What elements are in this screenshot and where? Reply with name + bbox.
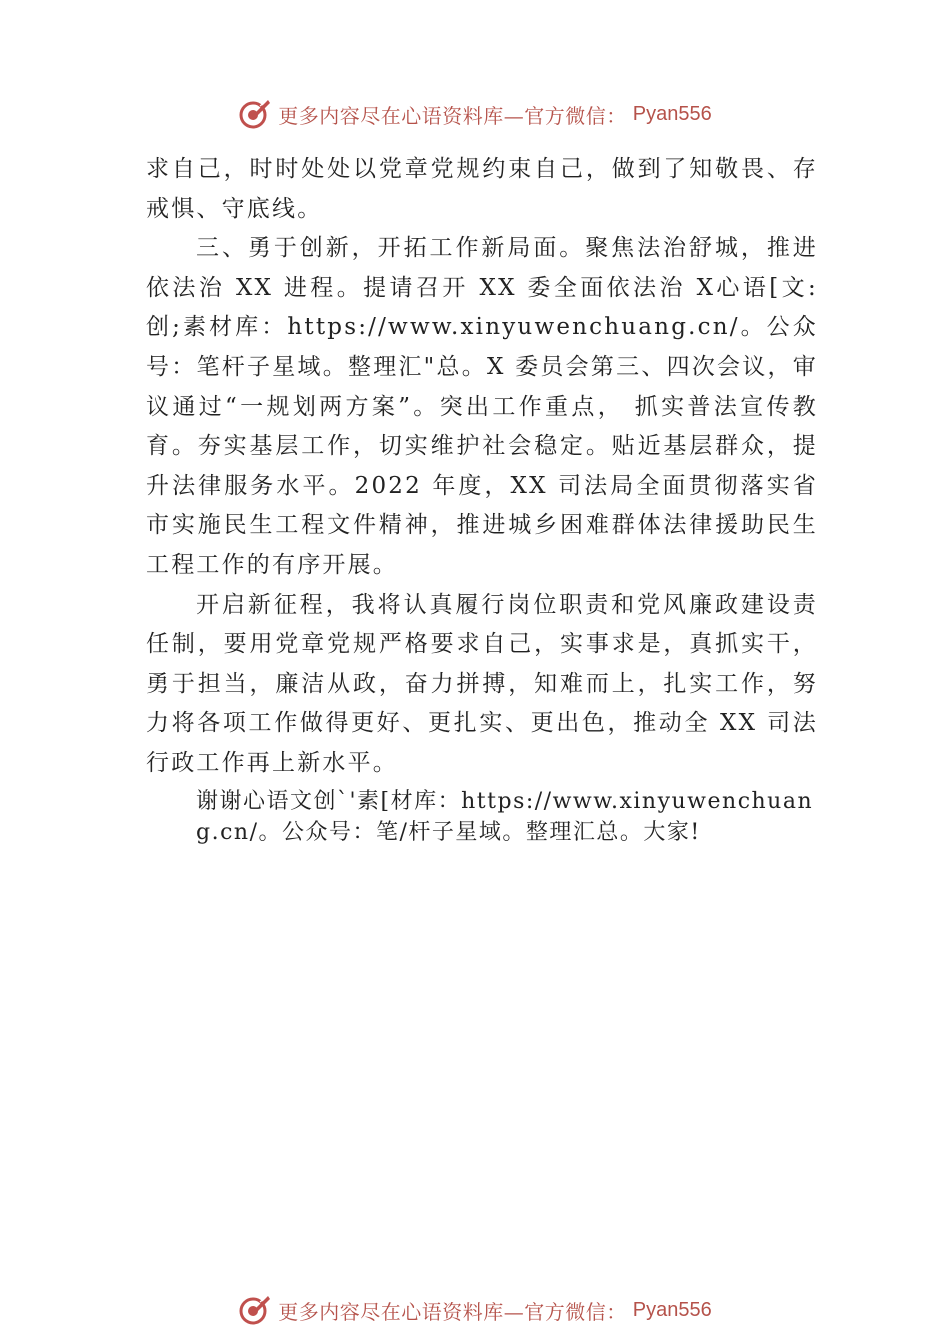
banner-text: 更多内容尽在心语资料库—官方微信： — [278, 1299, 627, 1324]
quill-logo-icon — [238, 97, 272, 131]
quill-logo-icon — [238, 1293, 272, 1327]
paragraph-innovation: 三、勇于创新，开拓工作新局面。聚焦法治舒城，推进依法治 XX 进程。提请召开 XX 委全面依法治 X心语[文:创;素材库：https://www.xinyuwenchuang.cn/。公众号：笔杆子星域。整理汇"总。X 委员会第三、四次会议，审议通过“一规划两方案”。突出工作重点， 抓实普法宣传教育。夯实基层工作，切实维护社会稳定。贴近基层群众，提升法律服务水平。2022 年度，XX 司法局全面贯彻落实省市实施民生工程文件精神，推进城乡困难群体法律援助民生工程工作的有序开展。 — [146, 235, 818, 578]
footer-banner — [0, 1290, 950, 1330]
banner-wechat-id: Pyan556 — [632, 1298, 712, 1321]
closing-thanks: 谢谢心语文创`'素[材库：https://www.xinyuwenchuang.cn/。公众号：笔/杆子星域。整理汇总。大家! — [196, 788, 814, 845]
paragraph-continued: 求自己，时时处处以党章党规约束自己，做到了知敬畏、存戒惧、守底线。 — [146, 156, 818, 222]
header-banner — [0, 94, 950, 134]
banner-text: 更多内容尽在心语资料库—官方微信： — [278, 103, 627, 128]
banner-wechat-id: Pyan556 — [632, 102, 712, 125]
document-body — [146, 150, 818, 848]
paragraph-new-journey: 开启新征程，我将认真履行岗位职责和党风廉政建设责任制，要用党章党规严格要求自己，实事求是，真抓实干， 勇于担当，廉洁从政，奋力拼搏，知难而上，扎实工作，努力将各项工作做得更好、更扎实、更出色，推动全 XX 司法行政工作再上新水平。 — [146, 591, 818, 776]
